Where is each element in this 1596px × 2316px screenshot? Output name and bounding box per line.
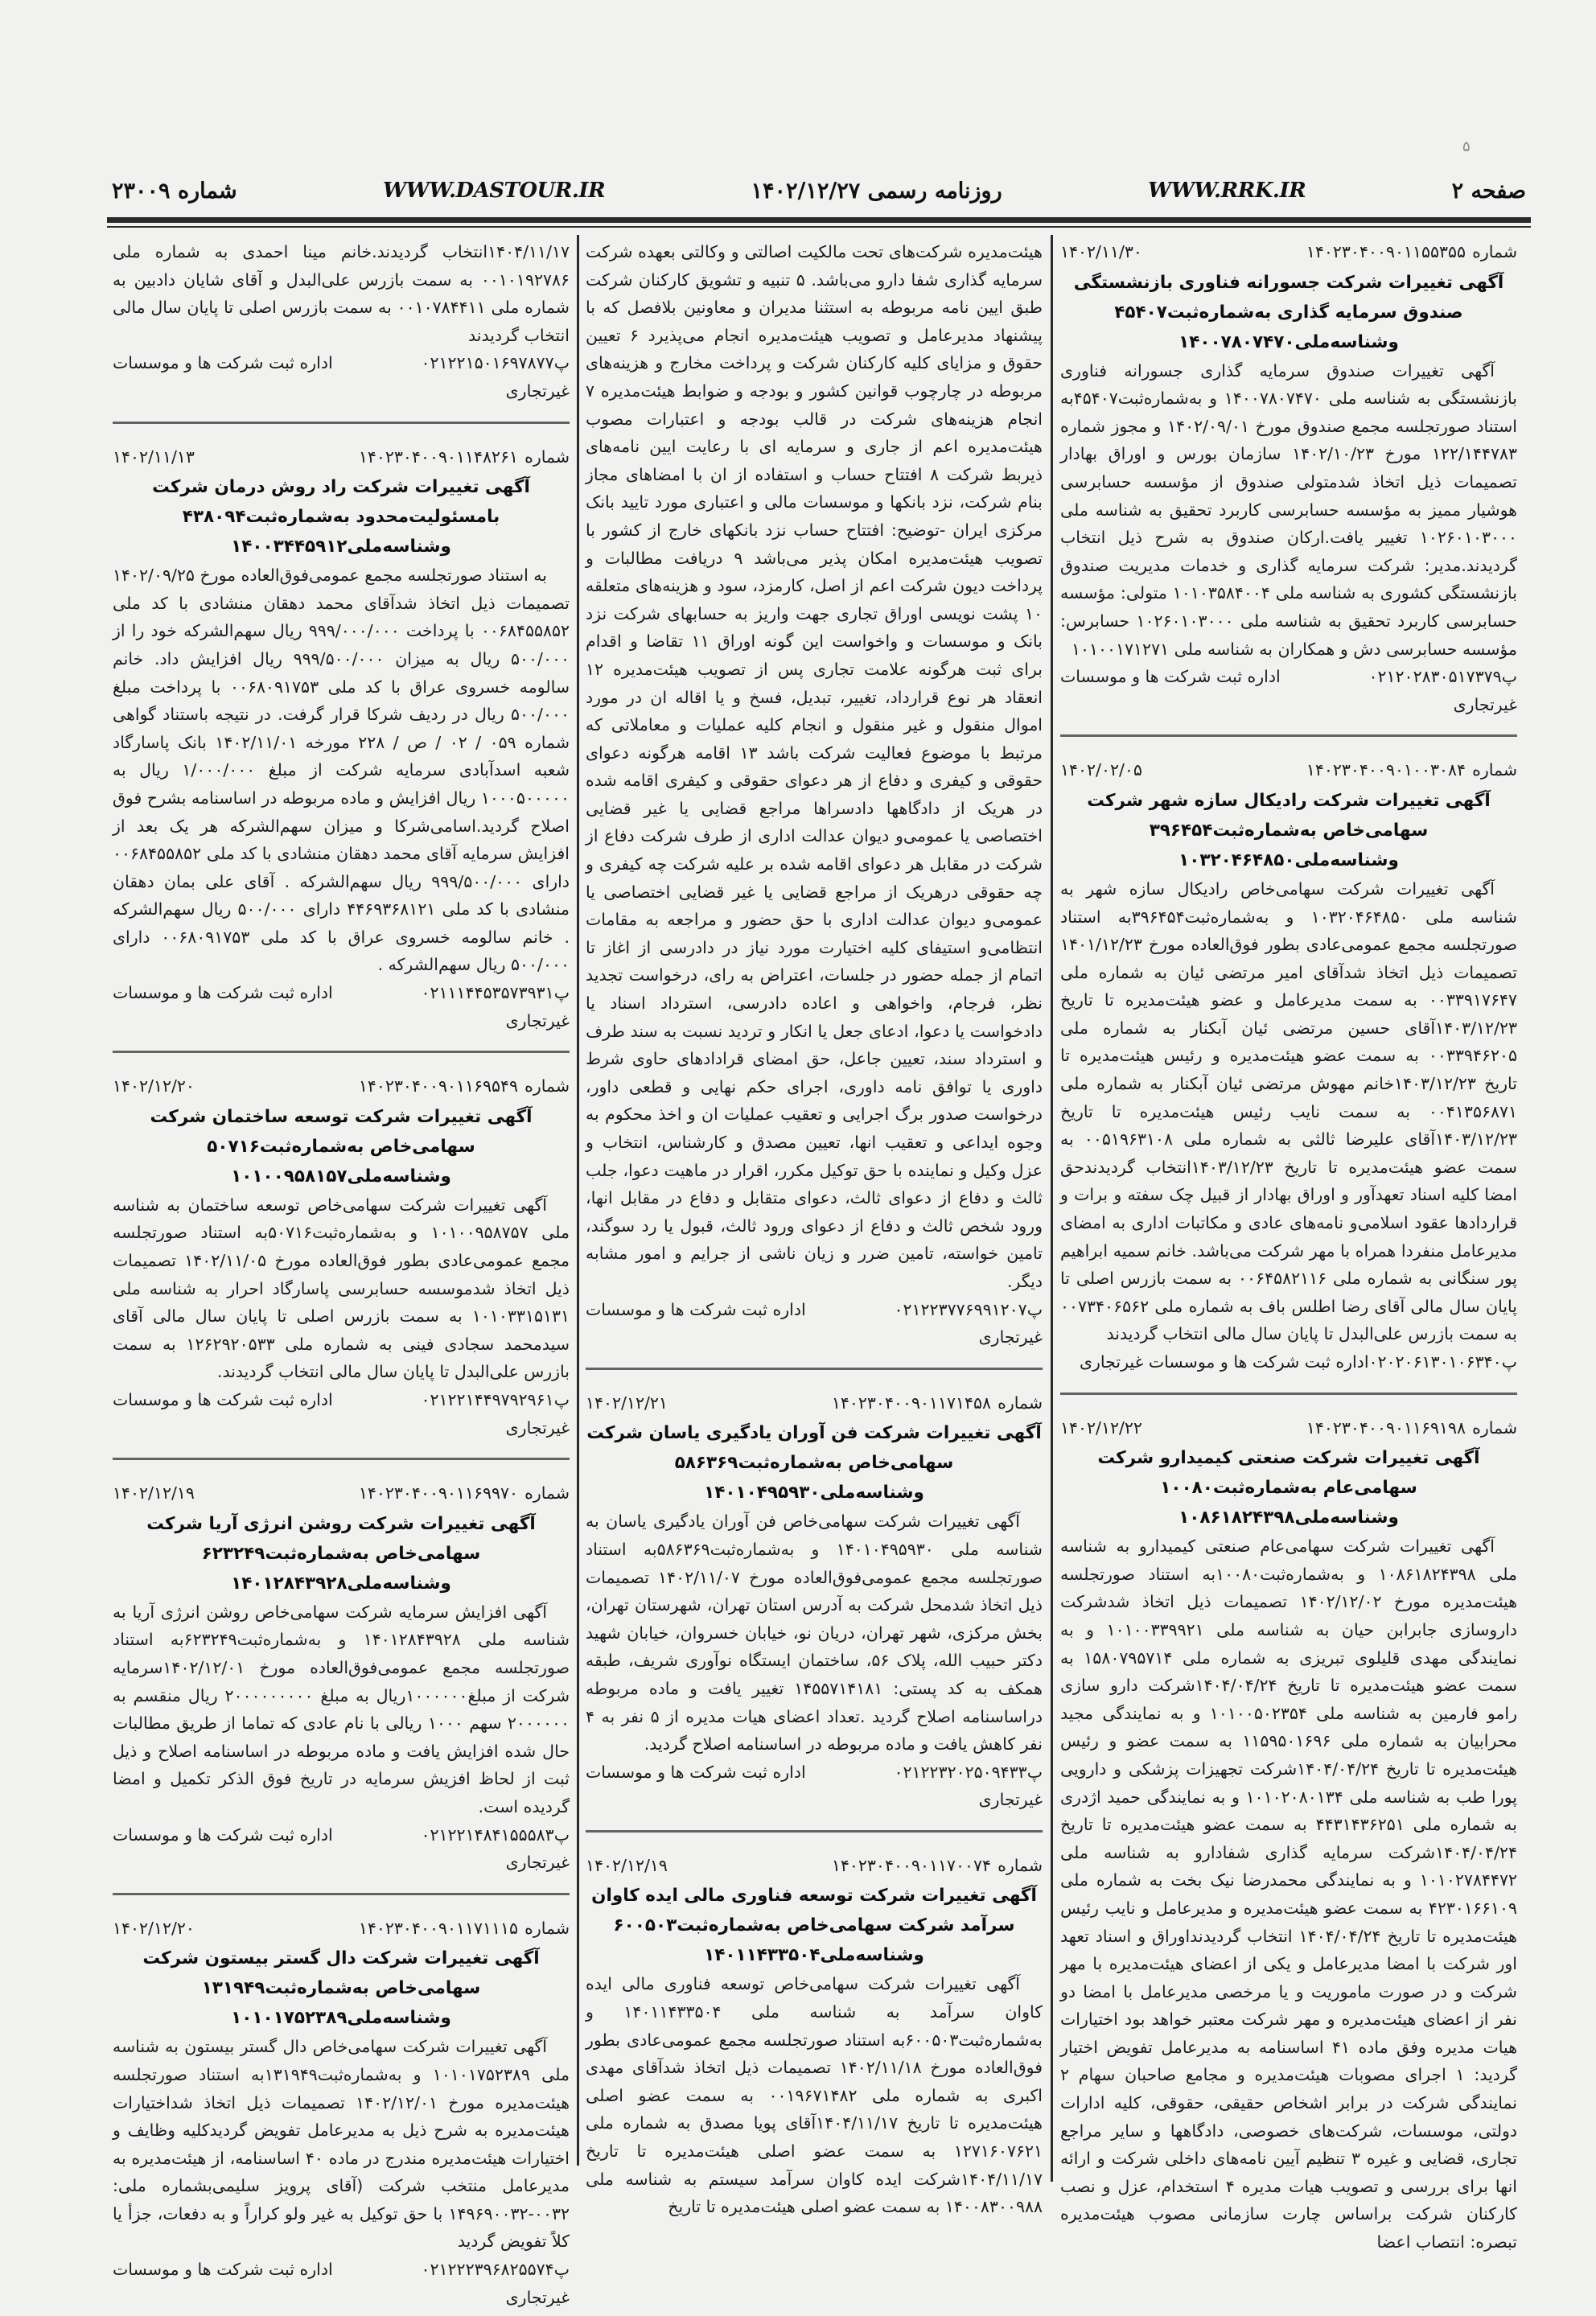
office-name: اداره ثبت شرکت ها و موسسات [113,1824,333,1845]
notice-divider [113,422,570,424]
notice-divider [113,1458,570,1460]
column-separator [1051,235,1053,2182]
notice-meta [1060,1414,1517,1442]
notice-meta [586,1852,1043,1880]
notice-number: ۱۴۰۲۳۰۴۰۰۹۰۱۱۵۵۳۵۵ [1306,242,1466,261]
office-name-cont: غیرتجاری [505,1417,570,1438]
notice-meta [1060,756,1517,784]
office-name-cont: غیرتجاری [978,1327,1043,1347]
issue-number: شماره ۲۳۰۰۹ [112,178,237,204]
notice-body: آگهی تغییرات شرکت سهامی‌عام صنعتی کیمیدارو به شناسه ملی ۱۰۸۶۱۸۲۴۳۹۸ و به‌شماره‌ثبت۱۰۰۸۰به استناد صورتجلسه هیئت‌مدیره مورخ ۱۴۰۲/۱۲/۰۲ تصمیمات ذیل اتخاذ شدشرکت داروسازی جابرابن حیان به شناسه ملی ۱۰۱۰۰۳۳۹۹۲۱ و به نمایندگی مهدی قلیلوی تبریزی به شماره ملی ۱۵۸۰۷۹۵۷۱۴ به سمت عضو هیئت‌مدیره تا تاریخ ۱۴۰۴/۰۴/۲۴شرکت دارو سازی رامو فارمین به شناسه ملی ۱۰۱۰۰۵۰۲۳۵۴ و به نمایندگی مجید محرابیان به شماره ملی ۱۱۵۹۵۰۱۶۹۶ به سمت عضو و رئیس هیئت‌مدیره تا تاریخ ۱۴۰۴/۰۴/۲۴شرکت تجهیزات پزشکی و دارویی پورا طب به شناسه ملی ۱۰۱۰۲۰۸۰۱۳۴ و به نمایندگی حمید اژدری به شماره ملی ۴۴۳۱۴۳۶۲۵۱ به سمت عضو هیئت‌مدیره تا تاریخ ۱۴۰۴/۰۴/۲۴شرکت سرمایه گذاری شفادارو به شناسه ملی ۱۰۱۰۲۷۸۴۴۷۲ و به نمایندگی محمدرضا نیک بخت به شماره ملی ۴۲۳۰۱۶۶۱۰۹ به سمت عضو هیئت‌مدیره و مدیرعامل و نایب رئیس هیئت‌مدیره تا تاریخ ۱۴۰۴/۰۴/۲۴ انتخاب گردیدنداوراق و اسناد تعهد اور شرکت با امضا مدیرعامل و یکی از اعضای هیئت‌مدیره با مهر شرکت و در صورت ماموریت و یا مرخصی مدیرعامل با امضا دو نفر از اعضای هیئت‌مدیره و مهر شرکت معتبر خواهد بود اختیارات هیات مدیره وفق ماده ۴۱ اساسنامه به مدیرعامل تفویض اختیار گردید: ۱ اجرای مصوبات هیئت‌مدیره و مجامع صاحبان سهام ۲ نمایندگی شرکت در برابر اشخاص حقیقی، حقوقی، کلیه ادارات دولتی، موسسات، شرکت‌های خصوصی، دادگاهها و سایر مراجع تجاری، قضایی و غیره ۳ تنظیم آیین نامه‌های داخلی شرکت و ارائه انها برای بررسی و تصویب هیات مدیره ۴ استخدام، عزل و نصب کارکنان شرکت براساس چارت سازمانی مصوب هیئت‌مدیره تبصره: انتصاب اعضا [1060,1536,1518,2252]
notice-title: آگهی تغییرات شرکت توسعه ساختمان شرکت سهامی‌خاص به‌شماره‌ثبت۵۰۷۱۶ وشناسه‌ملی۱۰۱۰۰۹۵۸۱۵۷ [150,1106,533,1187]
notice-body: آگهی تغییرات شرکت سهامی‌خاص رادیکال سازه شهر به شناسه ملی ۱۰۳۲۰۴۶۴۸۵۰ و به‌شماره‌ثبت۳۹۶۴۵۴به استناد صورتجلسه مجمع عمومی‌عادی بطور فوق‌العاده مورخ ۱۴۰۱/۱۲/۲۳ تصمیمات ذیل اتخاذ شدآقای امیر مرتضی ئیان به شماره ملی ۰۰۳۳۹۱۷۶۴۷ به سمت مدیرعامل و عضو هیئت‌مدیره تا تاریخ ۱۴۰۳/۱۲/۲۳آقای حسین مرتضی ئیان آبکنار به شماره ملی ۰۰۳۳۹۴۶۲۰۵ به سمت عضو هیئت‌مدیره و رئیس هیئت‌مدیره تا تاریخ ۱۴۰۳/۱۲/۲۳خانم مهوش مرتضی ئیان آبکنار به شماره ملی ۰۰۴۱۳۵۶۸۷۱ به سمت نایب رئیس هیئت‌مدیره تا تاریخ ۱۴۰۳/۱۲/۲۳آقای علیرضا ثالثی به شماره ملی ۰۰۵۱۹۶۳۱۰۸ به سمت عضو هیئت‌مدیره تا تاریخ ۱۴۰۳/۱۲/۲۳انتخاب گردیدندحق امضا کلیه اسناد تعهدآور و اوراق بهادار از قبیل چک سفته و برات و قراردادها عقود اسلامی‌و نامه‌های عادی و مکاتبات اداری به امضای مدیرعامل منفردا همراه با مهر شرکت می‌باشد. خانم سمیه ابراهیم پور سنگانی به شماره ملی ۰۰۶۴۵۸۲۱۱۶ به سمت بازرس اصلی تا پایان سال مالی آقای رضا اطلس باف به شماره ملی ۰۰۷۳۴۰۶۵۶۲ به سمت بازرس علی‌البدل تا پایان سال مالی انتخاب گردیدند [1060,878,1517,1344]
page-header [107,172,1531,209]
notice-code: پ۰۲۱۲۲۱۴۸۴۱۵۵۵۸۳ [421,1824,570,1845]
notice-meta [113,1072,570,1100]
notice [1060,238,1517,723]
notice-meta [113,1915,570,1943]
notice-number-label: شماره [998,1392,1043,1413]
notice-code: پ۰۲۱۲۰۲۸۳۰۵۱۷۳۷۹ [1368,667,1517,687]
column-middle [586,238,1043,2226]
notice-body: ۱۴۰۴/۱۱/۱۷انتخاب گردیدند.خانم مینا احمدی به شماره ملی ۰۰۱۰۱۹۲۷۸۶ به سمت بازرس علی‌البدل و آقای شایان دادبین به شماره ملی ۰۰۱۰۷۸۴۴۱۱ به سمت بازرس اصلی تا پایان سال مالی انتخاب گردیدند [113,242,570,345]
notice-title: آگهی تغییرات شرکت دال گستر بیستون شرکت سهامی‌خاص به‌شماره‌ثبت۱۳۱۹۴۹ وشناسه‌ملی۱۰۱۰۱۷۵۲۳۸۹ [142,1948,540,2029]
column-separator [577,235,579,2166]
notice-number: ۱۴۰۲۳۰۴۰۰۹۰۱۱۶۹۹۷۰ [358,1483,519,1504]
notice-title: آگهی تغییرات شرکت فن آوران یادگیری یاسان شرکت سهامی‌خاص به‌شماره‌ثبت۵۸۶۳۶۹ وشناسه‌ملی۱۴۰۱۰۴۹۵۹۳۰ [586,1423,1042,1504]
notice-body: آگهی تغییرات شرکت سهامی‌خاص فن آوران یادگیری یاسان به شناسه ملی ۱۴۰۱۰۴۹۵۹۳۰ و به‌شماره‌ثبت۵۸۶۳۶۹به استناد صورتجلسه مجمع عمومی‌فوق‌العاده مورخ ۱۴۰۲/۱۱/۰۷ تصمیمات ذیل اتخاذ شدمحل شرکت به آدرس استان تهران، شهرستان تهران، بخش مرکزی، شهر تهران، دریان نو، خیابان خسروان، خیابان شهید دکتر حبیب الله، پلاک ۵۶، ساختمان ایستگاه نوآوری شریف، طبقه همکف به کد پستی: ۱۴۵۵۷۱۴۱۸۱ تغییر یافت و ماده مربوطه دراساسنامه اصلاح گردید .تعداد اعضای هیات مدیره از ۵ نفر به ۴ نفر کاهش یافت و ماده مربوطه در اساسنامه اصلاح گردید. [586,1512,1043,1754]
page-number: صفحه ۲ [1451,178,1526,204]
office-name-cont: غیرتجاری [505,2287,570,2307]
notice-footer [586,1296,1043,1324]
notice [113,1479,570,1882]
notice-number: ۱۴۰۲۳۰۴۰۰۹۰۱۱۶۹۵۴۹ [358,1076,519,1096]
notice-number: ۱۴۰۲۳۰۴۰۰۹۰۱۱۷۱۴۵۸ [831,1392,992,1413]
notice-body: هیئت‌مدیره شرکت‌های تحت مالکیت اصالتی و وکالتی بعهده شرکت سرمایه گذاری شفا دارو می‌باشد. ۵ تنبیه و تشویق کارکنان شرکت طبق ایین نامه مربوطه به استثنا مدیران و معاونین بلافصل که با پیشنهاد مدیرعامل و تصویب هیئت‌مدیره انجام می‌پذیرد ۶ تعیین حقوق و مزایای کلیه کارکنان شرکت و پرداخت مخارج و هزینه‌های مربوطه در چارچوب قوانین کشور و بودجه و ضوابط هیئت‌مدیره ۷ انجام هزینه‌های شرکت در قالب بودجه و اعتبارات مصوب هیئت‌مدیره اعم از جاری و سرمایه ای با رعایت ایین نامه‌های ذیربط شرکت ۸ افتتاح حساب و استفاده از ان با امضاهای مجاز بنام شرکت، نزد بانکها و موسسات مالی و اعتباری مورد تایید بانک مرکزی ایران -توضیح: افتتاح حساب نزد بانکهای خارج از کشور با تصویب هیئت‌مدیره امکان پذیر می‌باشد ۹ دریافت مطالبات و پرداخت دیون شرکت اعم از اصل، کارمزد، سود و هزینه‌های متعلقه ۱۰ پشت نویسی اوراق تجاری جهت واریز به حسابهای شرکت نزد بانک و موسسات و واخواست این گونه اوراق ۱۱ تقاضا و اقدام برای ثبت هرگونه علامت تجاری پس از تصویب هیئت‌مدیره ۱۲ انعقاد هر نوع قرارداد، تغییر، تبدیل، فسخ و یا اقاله ان در مورد اموال منقول و غیر منقول و انجام کلیه عملیات و معاملاتی که مرتبط با موضوع فعالیت شرکت باشد ۱۳ اقامه هرگونه دعوای حقوقی و کیفری و دفاع از هر دعوای حقوقی و کیفری اقامه شده در هریک از دادگاهها دادسراها مراجع قضایی یا غیر قضایی اختصاصی یا عمومی‌و دیوان عدالت اداری از طرف شرکت دفاع از شرکت در مقابل هر دعوای اقامه شده بر علیه شرکت چه کیفری و چه حقوقی درهریک از مراجع قضایی یا غیر قضایی اختصاصی یا عمومی‌و دیوان عدالت اداری با حق حضور و مراجعه به مقامات انتظامی‌و استیفای کلیه اختیارت مورد نیاز در دادرسی از اغاز تا اتمام از جمله حضور در جلسات، اعتراض به رای، درخواست تجدید نظر، فرجام، واخواهی و اعاده دادرسی، استرداد اسناد یا دادخواست یا دعوا، ادعای جعل یا انکار و تردید نسبت به سند طرف و استرداد سند، تعیین جاعل، حق امضای قرادادهای حاوی شرط داوری یا توافق نامه داوری، اجرای حکم نهایی و قطعی داور، درخواست صدور برگ اجرایی و تعقیب عملیات ان و اخذ محکوم به وجوه ایداعی و تعقیب انها، تعیین مصدق و کارشناس، انتخاب و عزل وکیل و نماینده با حق توکیل مکرر، اقرار در ماهیت دعوا، جلب ثالث و دفاع از دعوای ثالث، دعوای متقابل و دفاع در مقابل انها، ورود شخص ثالث و دفاع از دعوای ورود ثالث، قبول یا رد سوگند، تامین خواسته، تامین ضرر و زیان ناشی از جرایم و امور مشابه دیگر. [586,242,1043,1291]
notice-continuation [113,238,570,410]
notice-meta [1060,238,1517,266]
notice-body: آگهی تغییرات شرکت سهامی‌خاص دال گستر بیستون به شناسه ملی ۱۰۱۰۱۷۵۲۳۸۹ و به‌شماره‌ثبت۱۳۱۹۴۹به استناد صورتجلسه هیئت‌مدیره مورخ ۱۴۰۲/۱۲/۰۱ تصمیمات ذیل اتخاذ شداختیارات هیئت‌مدیره به شرح ذیل به مدیرعامل تفویض گردیدکلیه وظایف و اختیارات هیئت‌مدیره مندرج در ماده ۴۰ اساسنامه، از هیئت‌مدیره به مدیرعامل منتخب شرکت (آقای پرویز سلیمی‌بشماره ملی: ۰۰۳۲-۱۴۹۶۹۰۰۳۲ با حق توکیل به غیر ولو کراراً و به دفعات، جزأ یا کلاً تفویض گردید [113,2037,570,2252]
notice-divider [113,1893,570,1895]
header-rule-thick [107,217,1531,223]
notice-title: آگهی تغییرات شرکت روشن انرژی آریا شرکت سهامی‌خاص به‌شماره‌ثبت۶۲۳۲۴۹ وشناسه‌ملی۱۴۰۱۲۸۴۳۹۲۸ [146,1513,536,1594]
notice-code: پ۰۲۱۲۲۱۵۰۱۶۹۷۸۷۷ [421,353,570,373]
notice-footer [113,1821,570,1849]
notice-divider [586,1368,1043,1370]
notice-meta [113,1479,570,1508]
notice-number-label: شماره [524,1076,570,1096]
notice-number-label: شماره [998,1855,1043,1875]
notice [586,1852,1043,2226]
notice-body: آگهی تغییرات شرکت سهامی‌خاص توسعه فناوری مالی ایده کاوان سرآمد به شناسه ملی ۱۴۰۱۱۴۳۳۵۰۴ و به‌شماره‌ثبت۶۰۰۵۰۳به استناد صورتجلسه مجمع عمومی‌عادی بطور فوق‌العاده مورخ ۱۴۰۲/۱۱/۱۸ تصمیمات ذیل اتخاذ شدآقای مهدی اکبری به شماره ملی ۰۰۱۹۶۷۱۴۸۲ به سمت عضو اصلی هیئت‌مدیره تا تاریخ ۱۴۰۴/۱۱/۱۷آقای پویا مصدق به شماره ملی ۱۲۷۱۶۰۷۶۲۱ به سمت عضو اصلی هیئت‌مدیره تا تاریخ ۱۴۰۴/۱۱/۱۷شرکت ایده کاوان سرآمد سیستم به شناسه ملی ۱۴۰۰۸۳۰۰۹۸۸ به سمت عضو اصلی هیئت‌مدیره تا تاریخ [586,1974,1043,2217]
notice-code-office: پ۰۲۰۲۰۶۱۳۰۱۰۶۳۴۰اداره ثبت شرکت ها و موسسات غیرتجاری [1079,1352,1517,1372]
notice-body: آگهی افزایش سرمایه شرکت سهامی‌خاص روشن انرژی آریا به شناسه ملی ۱۴۰۱۲۸۴۳۹۲۸ و به‌شماره‌ثبت۶۲۳۲۴۹به استناد صورتجلسه مجمع عمومی‌فوق‌العاده مورخ ۱۴۰۲/۱۲/۰۱سرمایه شرکت از مبلغ۱۰۰۰۰۰۰ریال به مبلغ ۲۰۰۰۰۰۰۰۰۰ ریال منقسم به ۲۰۰۰۰۰۰ سهم ۱۰۰۰ ریالی با نام عادی که تماما از طریق مطالبات حال شده افزایش یافت و ماده مربوطه در اساسنامه اصلاح و ذیل ثبت از لحاظ افزیش سرمایه در تاریخ فوق الذکر تکمیل و امضا گردیده است. [113,1602,570,1816]
notice-number-label: شماره [524,1918,570,1938]
notice-number: ۱۴۰۲۳۰۴۰۰۹۰۱۱۷۱۱۱۵ [358,1918,519,1938]
notice-code: پ۰۲۱۲۲۲۳۹۶۸۲۵۵۷۴ [421,2260,570,2280]
notice-date: ۱۴۰۲/۰۲/۰۵ [1060,760,1142,780]
page-corner-mark: ۵ [1462,138,1471,155]
notice-title: آگهی تغییرات شرکت رادیکال سازه شهر شرکت سهامی‌خاص به‌شماره‌ثبت۳۹۶۴۵۴ وشناسه‌ملی۱۰۳۲۰۴۶۴۸۵۰ [1087,790,1491,870]
notice-number-label: شماره [1472,242,1517,261]
site-link-dastour[interactable]: WWW.DASTOUR.IR [382,179,606,203]
notice-divider [586,1830,1043,1833]
notice-footer [113,1386,570,1414]
notice-divider [113,1051,570,1053]
notice-footer [1060,663,1517,691]
office-name: اداره ثبت شرکت ها و موسسات [113,353,333,373]
notice-footer [113,2256,570,2284]
notice-footer [113,979,570,1007]
notice-number-label: شماره [524,446,570,467]
office-name: اداره ثبت شرکت ها و موسسات [586,1299,806,1319]
notice-number: ۱۴۰۲۳۰۴۰۰۹۰۱۱۶۹۱۹۸ [1306,1417,1466,1438]
notice-code: پ۰۲۱۲۲۳۲۰۲۵۰۹۴۳۳ [894,1762,1043,1782]
notice [1060,1414,1517,2261]
office-name-cont: غیرتجاری [505,1853,570,1873]
notice-meta [586,1389,1043,1417]
notice [113,443,570,1040]
newspaper-date: روزنامه رسمی ۱۴۰۲/۱۲/۲۷ [751,178,1002,204]
notice-number-label: شماره [1472,1417,1517,1438]
notice-title: آگهی تغییرات شرکت توسعه فناوری مالی ایده کاوان سرآمد شرکت سهامی‌خاص به‌شماره‌ثبت۶۰۰۵۰۳ وشناسه‌ملی۱۴۰۱۱۴۳۳۵۰۴ [591,1886,1037,1966]
notice-divider [1060,1392,1517,1395]
notice [586,1389,1043,1819]
notice-footer [113,349,570,377]
notice-footer [586,1759,1043,1787]
notice-divider [1060,734,1517,737]
column-left [113,238,570,2316]
notice-title: آگهی تغییرات شرکت صنعتی کیمیدارو شرکت سهامی‌عام به‌شماره‌ثبت۱۰۰۸۰ وشناسه‌ملی۱۰۸۶۱۸۲۴۳۹۸ [1097,1448,1480,1528]
notice-title: آگهی تغییرات شرکت جسورانه فناوری بازنشستگی صندوق سرمایه گذاری به‌شماره‌ثبت۴۵۴۰۷ وشناسه‌ملی۱۴۰۰۷۸۰۷۴۷۰ [1073,272,1504,352]
notice-date: ۱۴۰۲/۱۱/۳۰ [1060,242,1142,261]
office-name-cont: غیرتجاری [978,1790,1043,1810]
notice-meta [113,443,570,471]
notice-number: ۱۴۰۲۳۰۴۰۰۹۰۱۱۷۰۰۷۴ [831,1855,992,1875]
notice-code: پ۰۲۱۲۲۱۴۴۹۷۹۲۹۶۱ [421,1390,570,1409]
notice-number: ۱۴۰۲۳۰۴۰۰۹۰۱۰۰۳۰۸۴ [1306,760,1466,780]
notice [113,1072,570,1446]
header-rule-thin [107,226,1531,228]
notice-body: آگهی تغییرات شرکت سهامی‌خاص توسعه ساختمان به شناسه ملی ۱۰۱۰۰۹۵۸۷۵۷ و به‌شماره‌ثبت۵۰۷۱۶به استناد صورتجلسه مجمع عمومی‌عادی بطور فوق‌العاده مورخ ۱۴۰۲/۱۱/۰۵ تصمیمات ذیل اتخاذ شدموسسه حسابرسی پاسارگاد احرار به شناسه ملی ۱۰۱۰۳۳۱۵۱۳۱ به سمت بازرس اصلی تا پایان سال مالی آقای سیدمحمد سجادی فینی به شماره ملی ۱۲۶۲۹۲۰۵۳۳ به سمت بازرس علی‌البدل تا پایان سال مالی انتخاب گردیدند. [113,1195,570,1382]
office-name: اداره ثبت شرکت ها و موسسات [113,2260,333,2280]
site-link-rrk[interactable]: WWW.RRK.IR [1148,179,1306,203]
office-name: اداره ثبت شرکت ها و موسسات [113,1390,333,1409]
notice [1060,756,1517,1380]
notice-body: آگهی تغییرات صندوق سرمایه گذاری جسورانه فناوری بازنشستگی به شناسه ملی ۱۴۰۰۷۸۰۷۴۷۰ و به‌شماره‌ثبت۴۵۴۰۷به استناد صورتجلسه مجمع صندوق مورخ ۱۴۰۲/۰۹/۰۱ و مجوز شماره ۱۲۲/۱۴۴۷۸۳ مورخ ۱۴۰۲/۱۰/۲۳ سازمان بورس و اوراق بهادار تصمیمات ذیل اتخاذ شدمتولی صندوق از مؤسسه حسابرسی هوشیار ممیز به مؤسسه حسابرسی کاربرد تحقیق به شناسه ملی ۱۰۲۶۰۱۰۳۰۰۰ تغییر یافت.ارکان صندوق به شرح ذیل انتخاب گردیدند.مدیر: شرکت سرمایه گذاری و خدمات مدیریت صندوق بازنشستگی کشوری به شناسه ملی ۱۰۱۰۳۵۸۴۰۰۴ متولی: مؤسسه حسابرسی کاربرد تحقیق به شناسه ملی ۱۰۲۶۰۱۰۳۰۰۰ حسابرس: مؤسسه حسابرسی دش و همکاران به شناسه ملی ۱۰۱۰۰۱۷۱۲۷۱ [1060,360,1517,659]
notice-number-label: شماره [524,1483,570,1504]
notice-date: ۱۴۰۲/۱۲/۲۱ [586,1392,668,1413]
notice-code: پ۰۲۱۱۱۴۴۵۳۵۷۳۹۳۱ [421,983,570,1003]
notice-continuation [586,238,1043,1356]
notice-number-label: شماره [1472,760,1517,780]
office-name-cont: غیرتجاری [505,1010,570,1030]
notice-date: ۱۴۰۲/۱۲/۲۰ [113,1076,195,1096]
notice-date: ۱۴۰۲/۱۲/۲۲ [1060,1417,1142,1438]
office-name: اداره ثبت شرکت ها و موسسات [113,983,333,1003]
notice [113,1915,570,2316]
office-name-cont: غیرتجاری [505,381,570,401]
notice-date: ۱۴۰۲/۱۲/۲۰ [113,1918,195,1938]
office-name: اداره ثبت شرکت ها و موسسات [586,1762,806,1782]
notice-number: ۱۴۰۲۳۰۴۰۰۹۰۱۱۴۸۲۶۱ [358,446,519,467]
column-right [1060,238,1517,2261]
notice-date: ۱۴۰۲/۱۱/۱۳ [113,446,195,467]
notice-title: آگهی تغییرات شرکت راد روش درمان شرکت بامسئولیت‌محدود به‌شماره‌ثبت۴۳۸۰۹۴ وشناسه‌ملی۱۴۰۰۳۴۴۵۹۱۲ [152,477,530,557]
notice-code: پ۰۲۱۲۲۳۷۷۶۹۹۱۲۰۷ [894,1299,1043,1319]
office-name-cont: غیرتجاری [1453,694,1517,714]
notice-body: به استناد صورتجلسه مجمع عمومی‌فوق‌العاده مورخ ۱۴۰۲/۰۹/۲۵ تصمیمات ذیل اتخاذ شدآقای محمد دهقان منشادی با کد ملی ۰۰۶۸۴۵۵۸۵۲ با پرداخت ۹۹۹/۰۰۰/۰۰۰ ریال سهم‌الشرکه خود را از ۵۰۰/۰۰۰ ریال به میزان ۹۹۹/۵۰۰/۰۰۰ ریال افزایش داد. خانم سالومه خسروی عراق با کد ملی ۰۰۶۸۰۹۱۷۵۳ با پرداخت مبلغ ۵۰۰/۰۰۰ ریال در ردیف شرکا قرار گرفت. در نتیجه باستناد گواهی شماره ۰۵۹ / ۰۲ / ص / ۲۲۸ مورخه ۱۴۰۲/۱۱/۰۱ بانک پاسارگاد شعبه اسدآبادی سرمایه شرکت از مبلغ ۱/۰۰۰/۰۰۰ ریال به ۱۰۰۰۵۰۰۰۰۰ ریال افزایش و ماده مربوطه در اساسنامه بشرح فوق اصلاح گردید.اسامی‌شرکا و میزان سهم‌الشرکه هر یک بعد از افزایش سرمایه آقای محمد دهقان منشادی با کد ملی ۰۰۶۸۴۵۵۸۵۲ دارای ۹۹۹/۵۰۰/۰۰۰ ریال سهم‌الشرکه . آقای علی بمان دهقان منشادی با کد ملی ۴۴۶۹۳۶۸۱۲۱ دارای ۵۰۰/۰۰۰ ریال سهم‌الشرکه . خانم سالومه خسروی عراق با کد ملی ۰۰۶۸۰۹۱۷۵۳ دارای ۵۰۰/۰۰۰ ریال سهم‌الشرکه . [113,566,570,975]
notice-date: ۱۴۰۲/۱۲/۱۹ [586,1855,668,1875]
office-name: اداره ثبت شرکت ها و موسسات [1060,667,1281,687]
notice-date: ۱۴۰۲/۱۲/۱۹ [113,1483,195,1504]
